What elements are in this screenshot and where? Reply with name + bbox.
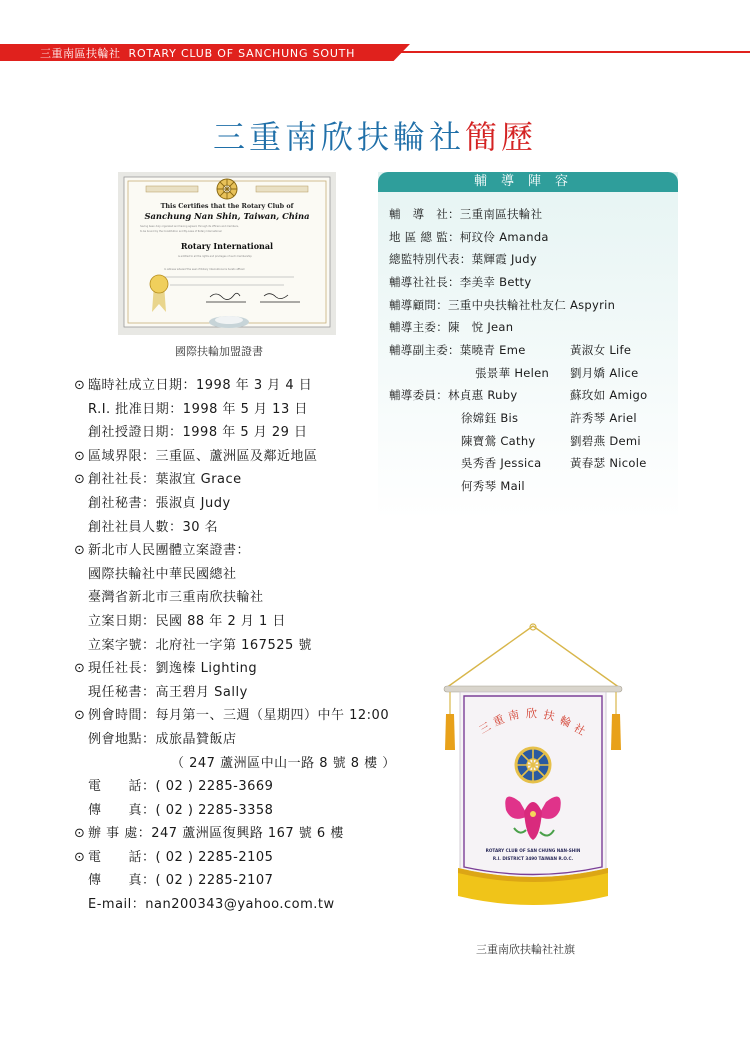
info-line bbox=[74, 516, 396, 540]
bullet-icon: ⊙ bbox=[74, 661, 86, 677]
advisory-panel bbox=[378, 172, 678, 520]
office-fax: 傳 真：( 02 ) 2285-2107 bbox=[88, 873, 274, 889]
info-line bbox=[74, 681, 396, 705]
advisory-cell: 劉碧燕 Demi bbox=[570, 434, 641, 448]
certificate-fine-1: having been duly organized and having agreed, through its officers and members, bbox=[140, 225, 239, 228]
bullet-icon: ⊙ bbox=[74, 378, 86, 393]
meeting-place: 例會地點：成旅晶贊飯店 bbox=[88, 731, 237, 747]
info-line bbox=[74, 775, 396, 799]
certificate-image bbox=[118, 172, 336, 335]
ri-approval-date: R.I. 批准日期：1998 年 5 月 13 日 bbox=[88, 401, 308, 417]
advisory-cell: 輔 導 社：三重南區扶輪社 bbox=[389, 207, 543, 221]
info-line bbox=[74, 398, 396, 422]
advisory-cell: 輔導委員：林貞惠 Ruby bbox=[389, 388, 518, 402]
page-title bbox=[0, 112, 750, 158]
header-club-en: ROTARY CLUB OF SANCHUNG SOUTH bbox=[128, 47, 356, 60]
pennant-char: 重 bbox=[491, 712, 507, 729]
registration-date: 立案日期：民國 88 年 2 月 1 日 bbox=[88, 613, 286, 629]
advisory-cell: 總監特別代表：葉輝霞 Judy bbox=[389, 252, 537, 266]
advisory-cell: 輔導副主委：葉曉青 Eme bbox=[389, 343, 526, 357]
founding-members: 創社社員人數：30 名 bbox=[88, 519, 219, 535]
info-line bbox=[74, 799, 396, 823]
header-rule bbox=[400, 51, 750, 53]
pennant-char: 社 bbox=[571, 721, 588, 739]
founding-president: 創社社長：葉淑宜 Grace bbox=[88, 472, 242, 488]
info-line bbox=[74, 421, 396, 445]
info-line bbox=[74, 822, 396, 846]
advisory-cell: 輔導顧問：三重中央扶輪社杜友仁 Aspyrin bbox=[389, 298, 616, 312]
provisional-date: 臨時社成立日期：1998 年 3 月 4 日 bbox=[88, 378, 313, 393]
certificate-line1: This Certifies that the Rotary Club of bbox=[160, 202, 294, 210]
advisory-cell: 輔導社社長：李美幸 Betty bbox=[389, 275, 532, 289]
certificate-club-name: Sanchung Nan Shin, Taiwan, China bbox=[144, 211, 310, 221]
bullet-icon: ⊙ bbox=[74, 708, 86, 724]
certificate-caption: 國際扶輪加盟證書 bbox=[175, 345, 263, 358]
header-bar bbox=[0, 44, 750, 61]
info-line bbox=[74, 492, 396, 516]
bullet-icon: ⊙ bbox=[74, 472, 86, 488]
territory: 區域界限：三重區、蘆洲區及鄰近地區 bbox=[88, 448, 318, 464]
bullet-icon: ⊙ bbox=[74, 849, 86, 865]
advisory-title: 輔導陣容 bbox=[378, 172, 678, 192]
advisory-cell: 黃淑女 Life bbox=[570, 343, 632, 357]
hanging-cord bbox=[446, 626, 620, 688]
current-president: 現任社長：劉逸榛 Lighting bbox=[88, 661, 258, 677]
pennant-text-1: ROTARY CLUB OF SAN CHUNG NAN-SHIN bbox=[485, 848, 581, 853]
rotary-wheel-icon bbox=[516, 748, 550, 782]
advisory-cell: 吳秀香 Jessica bbox=[461, 456, 542, 470]
page-title-accent: 簡歷 bbox=[465, 118, 538, 156]
info-line bbox=[74, 586, 396, 610]
info-line bbox=[74, 468, 396, 492]
info-line bbox=[74, 539, 396, 563]
bullet-icon: ⊙ bbox=[74, 826, 86, 842]
pennant-char: 輪 bbox=[557, 713, 573, 730]
rotary-wheel-icon bbox=[217, 179, 237, 199]
info-line bbox=[74, 657, 396, 681]
meeting-time: 例會時間：每月第一、三週（星期四）中午 12:00 bbox=[88, 708, 390, 724]
advisory-cell: 劉月嬌 Alice bbox=[570, 366, 639, 380]
pennant-char: 南 bbox=[506, 707, 521, 723]
header-text bbox=[40, 45, 355, 61]
info-line bbox=[74, 563, 396, 587]
registration-cert: 新北市人民團體立案證書： bbox=[88, 543, 251, 559]
advisory-cell: 徐嫦鈺 Bis bbox=[461, 411, 519, 425]
pennant-char: 扶 bbox=[542, 708, 556, 724]
certificate-fine-4: In witness whereof the seal of Rotary International is hereto affixed bbox=[164, 268, 245, 271]
info-line bbox=[74, 728, 396, 752]
info-line bbox=[74, 846, 396, 870]
email-link[interactable]: E-mail：nan200343@yahoo.com.tw bbox=[88, 897, 335, 913]
meeting-phone: 電 話：( 02 ) 2285-3669 bbox=[88, 779, 274, 795]
meeting-fax: 傳 真：( 02 ) 2285-3358 bbox=[88, 802, 274, 818]
meeting-address: （ 247 蘆洲區中山一路 8 號 8 樓 ） bbox=[171, 755, 396, 771]
charter-date: 創社授證日期：1998 年 5 月 29 日 bbox=[88, 425, 308, 441]
office-phone: 電 話：( 02 ) 2285-2105 bbox=[88, 849, 274, 865]
pennant-char: 欣 bbox=[526, 707, 537, 720]
advisory-cell: 蘇玫如 Amigo bbox=[570, 388, 648, 402]
advisory-cell: 許秀琴 Ariel bbox=[570, 411, 637, 425]
certificate-ri: Rotary International bbox=[180, 241, 274, 251]
advisory-cell: 張景華 Helen bbox=[475, 366, 550, 380]
info-line bbox=[74, 374, 396, 398]
info-line bbox=[74, 869, 396, 893]
founding-secretary: 創社秘書：張淑貞 Judy bbox=[88, 495, 231, 511]
pennant-caption: 三重南欣扶輪社社旗 bbox=[476, 943, 575, 956]
org-club: 臺灣省新北市三重南欣扶輪社 bbox=[88, 590, 264, 606]
pennant-char: 三 bbox=[477, 719, 494, 737]
registration-number: 立案字號：北府社一字第 167525 號 bbox=[88, 637, 312, 653]
bullet-icon: ⊙ bbox=[74, 543, 86, 559]
header-club-zh: 三重南區扶輪社 bbox=[40, 47, 121, 60]
certificate-fine-2: to be bound by the Constitution and By-Laws of Rotary International bbox=[140, 230, 222, 233]
office-address: 辦 事 處：247 蘆洲區復興路 167 號 6 樓 bbox=[88, 826, 344, 842]
advisory-cell: 陳寶鶯 Cathy bbox=[461, 434, 536, 448]
info-line bbox=[74, 445, 396, 469]
page-title-main: 三重南欣扶輪社 bbox=[212, 118, 465, 156]
certificate-fine-3: is entitled to all the rights and privileges of such membership bbox=[178, 255, 252, 258]
globe-icon bbox=[209, 316, 249, 328]
info-line bbox=[74, 610, 396, 634]
advisory-cell: 黃春瑟 Nicole bbox=[570, 456, 647, 470]
pennant-text-2: R.I. DISTRICT 3490 TAIWAN R.O.C. bbox=[492, 856, 574, 861]
advisory-cell: 何秀琴 Mail bbox=[461, 479, 525, 493]
advisory-cell: 輔導主委：陳 悅 Jean bbox=[389, 320, 514, 334]
info-line bbox=[74, 704, 396, 728]
info-line bbox=[74, 752, 396, 776]
current-secretary: 現任秘書：高王碧月 Sally bbox=[88, 684, 248, 700]
info-line bbox=[74, 634, 396, 658]
bullet-icon: ⊙ bbox=[74, 448, 86, 464]
advisory-cell: 地 區 總 監：柯玟伶 Amanda bbox=[389, 230, 549, 244]
info-line bbox=[74, 893, 396, 917]
org-national: 國際扶輪社中華民國總社 bbox=[88, 566, 237, 582]
club-pennant-image bbox=[440, 622, 626, 914]
club-info bbox=[74, 374, 396, 917]
